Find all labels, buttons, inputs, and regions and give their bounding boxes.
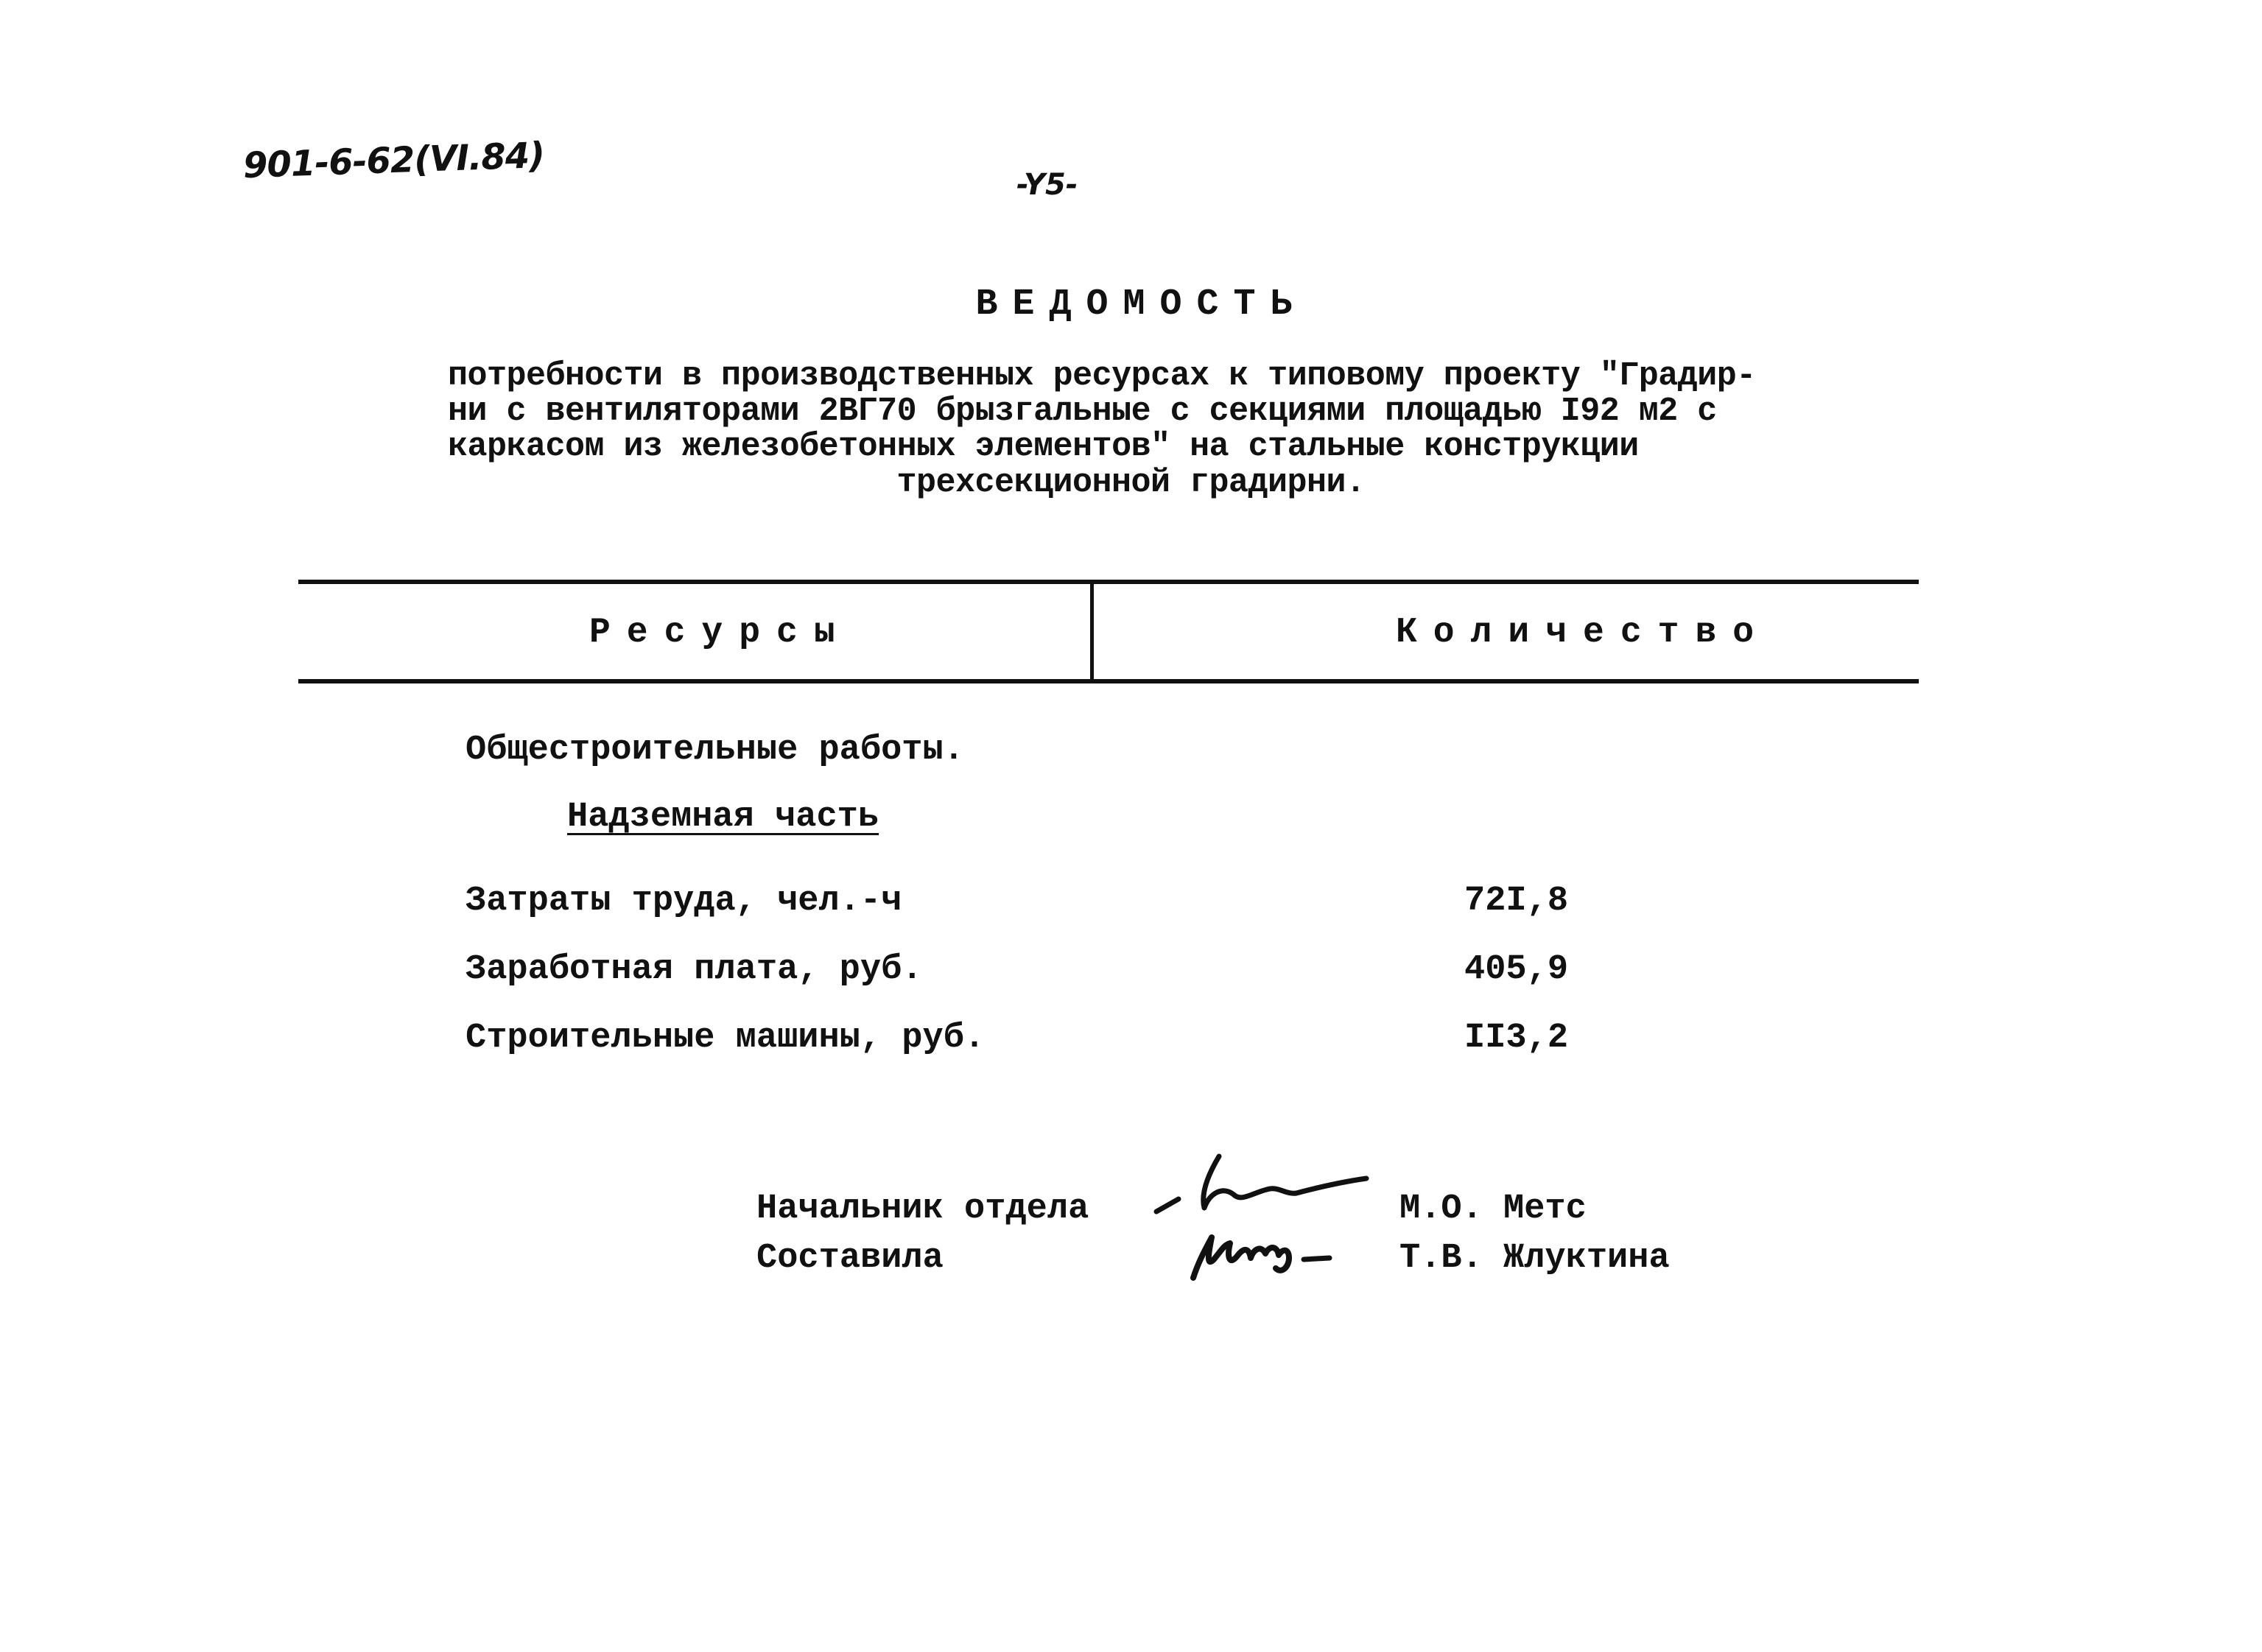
subtitle-line-1: потребности в производственных ресурсах к типовому проекту "Градир- xyxy=(448,357,1756,395)
handwritten-signature-author xyxy=(1179,1223,1355,1289)
table-row-name: Заработная плата, руб. xyxy=(466,950,923,989)
table-top-rule xyxy=(298,580,1919,584)
subtitle-line-2: ни с вентиляторами 2ВГ70 брызгальные с секциями площадью I92 м2 с xyxy=(448,393,1717,430)
document-code: 901-6-62(VI.84) xyxy=(242,134,546,187)
subtitle-line-3: каркасом из железобетонных элементов" на стальные конструкции xyxy=(448,428,1639,465)
document-title: ВЕДОМОСТЬ xyxy=(975,284,1307,326)
table-row-value: 72I,8 xyxy=(1464,882,1569,921)
table-row-name: Строительные машины, руб. xyxy=(466,1019,986,1058)
subsection-heading: Надземная часть xyxy=(567,798,879,837)
handwritten-signature-head xyxy=(1149,1142,1385,1223)
column-header-resources: Ресурсы xyxy=(589,613,851,653)
table-row-name: Затраты труда, чел.-ч xyxy=(466,882,902,921)
signature-name-head: М.О. Метс xyxy=(1399,1189,1587,1229)
section-heading: Общестроительные работы. xyxy=(466,731,964,770)
page-number: -Y5- xyxy=(1016,168,1078,202)
signature-name-author: Т.В. Жлуктина xyxy=(1399,1239,1670,1278)
table-header-bottom-rule xyxy=(298,679,1919,683)
table-column-divider xyxy=(1090,580,1094,683)
signature-role-head: Начальник отдела xyxy=(756,1189,1089,1229)
column-header-quantity: Количество xyxy=(1396,613,1771,653)
table-row-value: 405,9 xyxy=(1464,950,1569,989)
signature-role-author: Составила xyxy=(756,1239,944,1278)
subtitle-line-4: трехсекционной градирни. xyxy=(896,464,1366,502)
table-row-value: II3,2 xyxy=(1464,1019,1569,1058)
